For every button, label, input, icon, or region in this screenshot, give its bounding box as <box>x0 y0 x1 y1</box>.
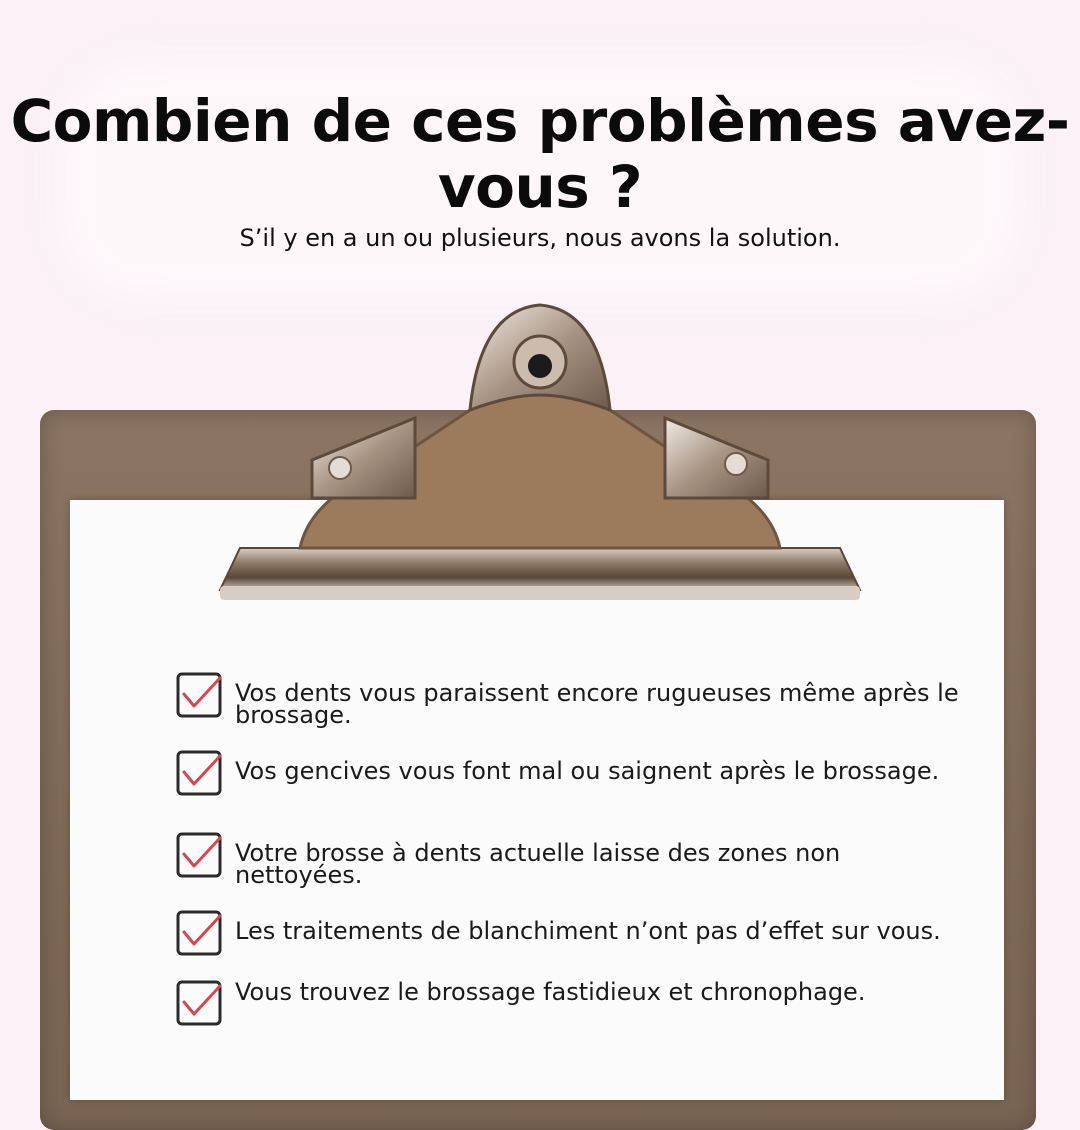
list-item <box>172 906 962 980</box>
checked-checkbox-icon[interactable] <box>176 910 224 958</box>
list-item-text: Vos dents vous paraissent encore rugueuses même après le brossage. <box>235 679 959 729</box>
list-item <box>172 746 962 820</box>
checked-checkbox-icon[interactable] <box>176 980 224 1028</box>
list-item-text: Les traitements de blanchiment n’ont pas d’effet sur vous. <box>235 917 941 945</box>
list-item <box>172 668 962 742</box>
list-item <box>172 828 962 902</box>
list-item-text: Vos gencives vous font mal ou saignent après le brossage. <box>235 757 940 785</box>
checked-checkbox-icon[interactable] <box>176 750 224 798</box>
checked-checkbox-icon[interactable] <box>176 672 224 720</box>
list-item-text: Votre brosse à dents actuelle laisse des zones non nettoyées. <box>235 839 841 889</box>
clipboard-clip-icon <box>200 300 880 610</box>
list-item <box>172 976 962 1050</box>
page-subtitle: S’il y en a un ou plusieurs, nous avons la solution. <box>239 224 841 252</box>
page-title: Combien de ces problèmes avez-vous ? <box>10 87 1070 221</box>
list-item-text: Vous trouvez le brossage fastidieux et chronophage. <box>235 978 866 1006</box>
problem-checklist <box>172 668 962 1054</box>
checked-checkbox-icon[interactable] <box>176 832 224 880</box>
